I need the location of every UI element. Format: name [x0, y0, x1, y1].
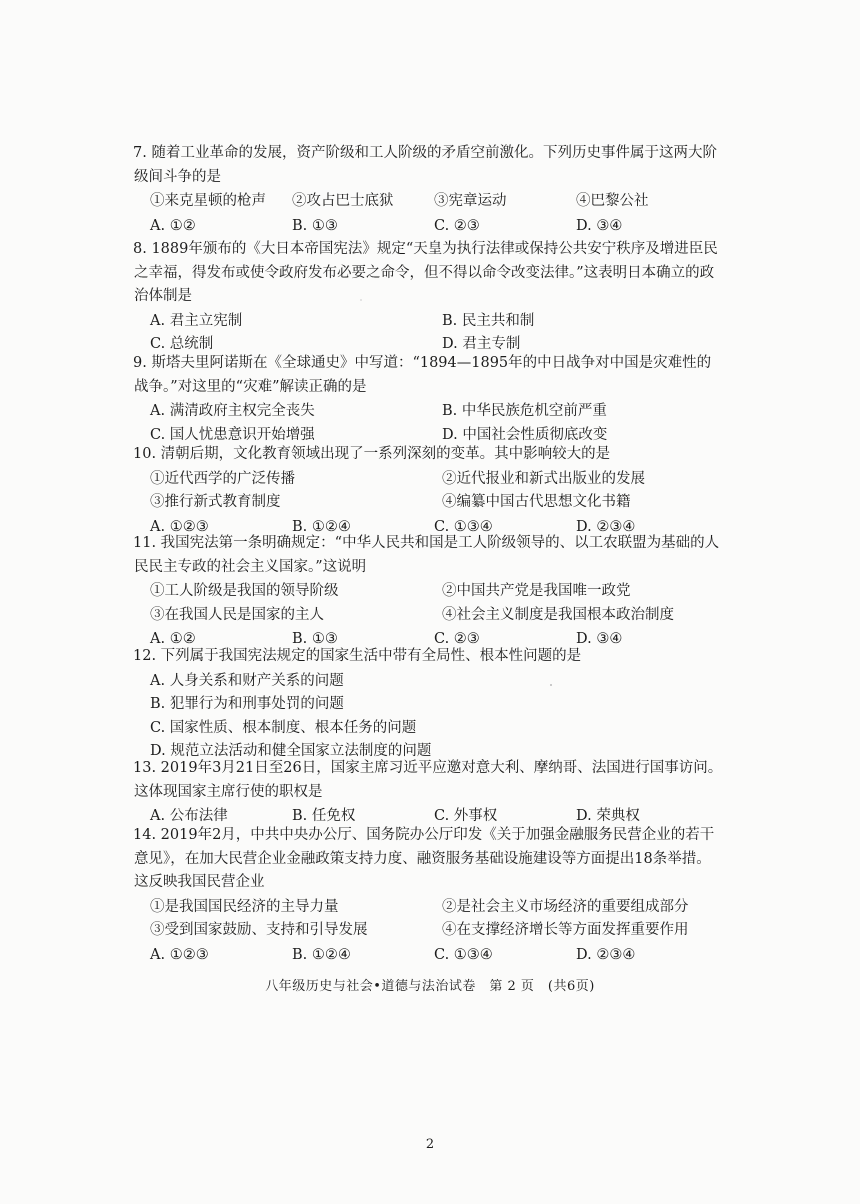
item-list [134, 468, 724, 515]
item: ②攻占巴士底狱 [292, 193, 394, 209]
question-10 [134, 443, 724, 539]
option-d: D. 荣典权 [576, 808, 640, 824]
question-stem: 10. 清朝后期，文化教育领域出现了一系列深刻的变革。其中影响较大的是 [133, 446, 611, 462]
question-stem: 14. 2019年2月，中共中央办公厅、国务院办公厅印发《关于加强金融服务民营企业的若干意见》，在加大民营企业金融政策支持力度、融资服务基础设施建设等方面提出18条举措。这反映我国民营企业 [133, 827, 715, 890]
option-c: C. ①③④ [434, 518, 493, 535]
option-b: B. ①③ [292, 217, 338, 234]
item: ④社会主义制度是我国根本政治制度 [442, 606, 674, 623]
item: ③推行新式教育制度 [150, 494, 281, 510]
item: ①工人阶级是我国的领导阶级 [150, 583, 339, 599]
question-stem: 11. 我国宪法第一条明确规定：“中华人民共和国是工人阶级领导的、以工农联盟为基础的人民民主专政的社会主义国家。”这说明 [133, 535, 720, 575]
question-14 [134, 824, 724, 967]
item: ②近代报业和新式出版业的发展 [442, 470, 645, 487]
scan-speck [360, 299, 362, 301]
option-c: C. 国人忧患意识开始增强 [150, 426, 315, 443]
page-number: 2 [425, 1137, 435, 1152]
question-13 [134, 757, 724, 829]
option-b: B. ①②④ [292, 946, 351, 963]
page-footer: 八年级历史与社会•道德与法治试卷 第 2 页 (共6页) [265, 979, 595, 994]
option-list [134, 670, 724, 764]
option-c: C. ②③ [434, 631, 480, 647]
option-b: B. 民主共和制 [442, 312, 535, 329]
option-b: B. 任免权 [292, 808, 356, 824]
option-d: D. 君主专制 [442, 336, 521, 352]
option-c: C. 外事权 [434, 808, 498, 824]
item-list [134, 190, 724, 214]
option-a: A. ①②③ [150, 518, 209, 535]
option-list [134, 215, 724, 239]
option-d: D. ②③④ [576, 946, 636, 963]
option-list [134, 400, 724, 447]
item: ③在我国人民是国家的主人 [150, 606, 324, 623]
option-d: D. ③④ [576, 217, 623, 234]
question-12 [134, 645, 724, 764]
question-9 [134, 352, 724, 447]
option-a: A. ①②③ [150, 946, 209, 963]
item-list [134, 896, 724, 943]
item: ④编纂中国古代思想文化书籍 [442, 494, 631, 510]
option-c: C. ②③ [434, 217, 480, 234]
option-d: D. 规范立法活动和健全国家立法制度的问题 [150, 743, 432, 759]
item: ②是社会主义市场经济的重要组成部分 [442, 898, 689, 915]
option-c: C. 国家性质、根本制度、根本任务的问题 [150, 719, 417, 736]
scan-speck [550, 684, 552, 686]
item: ①来克星顿的枪声 [150, 193, 266, 209]
item: ④在支撑经济增长等方面发挥重要作用 [442, 922, 689, 938]
question-stem: 8. 1889年颁布的《大日本帝国宪法》规定“天皇为执行法律或保持公共安宁秩序及增进臣民之幸福，得发布或使令政府发布必要之命令，但不得以命令改变法律。”这表明日本确立的政治体制是 [133, 241, 718, 304]
option-c: C. ①③④ [434, 946, 493, 963]
item: ③宪章运动 [434, 193, 507, 209]
option-c: C. 总统制 [150, 336, 214, 352]
item-list [134, 580, 724, 627]
question-7 [134, 142, 724, 238]
option-a: A. 君主立宪制 [150, 312, 243, 329]
option-b: B. 犯罪行为和刑事处罚的问题 [150, 696, 344, 712]
item: ②中国共产党是我国唯一政党 [442, 583, 631, 599]
option-a: A. 人身关系和财产关系的问题 [150, 672, 344, 689]
option-b: B. ①③ [292, 631, 338, 647]
question-8 [134, 238, 724, 357]
question-11 [134, 532, 724, 652]
option-a: A. ①② [150, 631, 196, 647]
item: ③受到国家鼓励、支持和引导发展 [150, 922, 368, 938]
option-list [134, 310, 724, 357]
option-a: A. ①② [150, 217, 196, 234]
option-a: A. 公布法律 [150, 808, 228, 824]
item: ①是我国国民经济的主导力量 [150, 898, 339, 915]
question-stem: 12. 下列属于我国宪法规定的国家生活中带有全局性、根本性问题的是 [133, 648, 582, 664]
option-b: B. ①②④ [292, 518, 351, 535]
question-stem: 9. 斯塔夫里阿诺斯在《全球通史》中写道：“1894—1895年的中日战争对中国是灾难性的战争。”对这里的“灾难”解读正确的是 [133, 355, 712, 395]
option-d: D. ③④ [576, 631, 623, 647]
option-d: D. 中国社会性质彻底改变 [442, 426, 608, 443]
option-list [134, 944, 724, 968]
item: ①近代西学的广泛传播 [150, 470, 295, 487]
question-stem: 7. 随着工业革命的发展，资产阶级和工人阶级的矛盾空前激化。下列历史事件属于这两大阶级间斗争的是 [133, 145, 717, 185]
option-a: A. 满清政府主权完全丧失 [150, 403, 315, 419]
question-stem: 13. 2019年3月21日至26日，国家主席习近平应邀对意大利、摩纳哥、法国进行国事访问。这体现国家主席行使的职权是 [133, 760, 723, 800]
item: ④巴黎公社 [576, 193, 649, 209]
option-d: D. ②③④ [576, 518, 636, 535]
option-b: B. 中华民族危机空前严重 [442, 403, 607, 419]
